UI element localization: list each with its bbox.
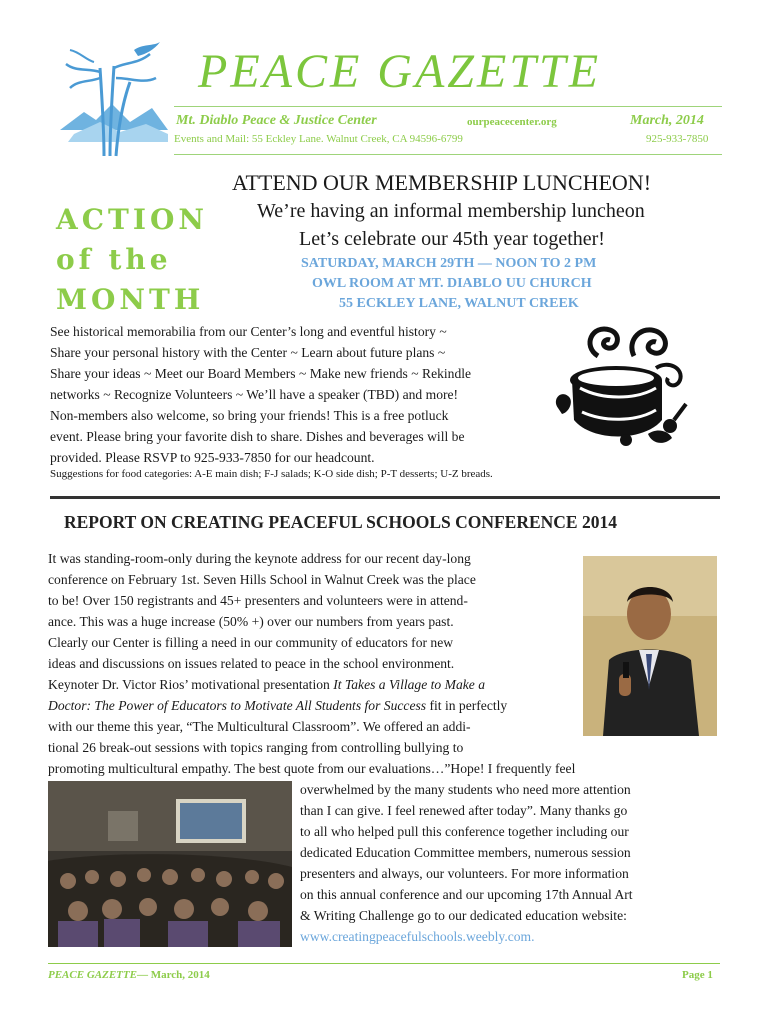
footer-left [48,969,210,981]
report-line: to all who helped pull this conference together including our [300,824,629,839]
masthead-rule-top [174,106,722,107]
organization-name: Mt. Diablo Peace & Justice Center [176,113,377,128]
masthead-rule-bottom [174,154,722,155]
luncheon-intro: We’re having an informal membership luncheon [257,200,645,222]
footer-rule [48,963,720,964]
education-website-link[interactable]: www.creatingpeacefulschools.weebly.com. [300,929,535,944]
action-line-1: ACTION [56,203,208,236]
report-body [48,548,713,947]
peace-center-logo [50,38,170,158]
presentation-title-part-2: Doctor: The Power of Educators to Motivate All Students for Success [48,698,427,713]
luncheon-when: SATURDAY, MARCH 29TH — NOON TO 2 PM [301,256,597,271]
report-line-presentation [48,695,713,716]
luncheon-body-line: Share your ideas ~ Meet our Board Members ~ Make new friends ~ Rekindle [50,366,472,381]
newsletter-title: PEACE GAZETTE [198,45,602,98]
luncheon-heading: ATTEND OUR MEMBERSHIP LUNCHEON! [232,170,652,195]
action-of-the-month [56,200,208,320]
report-keynote-text: Keynoter Dr. Victor Rios’ motivational presentation [48,677,334,692]
phone-number: 925-933-7850 [646,133,709,145]
luncheon-celebrate: Let’s celebrate our 45th year together! [299,228,605,250]
issue-date: March, 2014 [630,113,704,128]
report-line: & Writing Challenge go to our dedicated education website: [300,908,627,923]
luncheon-address: 55 ECKLEY LANE, WALNUT CREEK [339,296,579,311]
luncheon-body-line: provided. Please RSVP to 925-933-7850 for our headcount. [50,450,375,465]
mailing-address: Events and Mail: 55 Eckley Lane. Walnut Creek, CA 94596-6799 [174,133,463,145]
report-line: tional 26 break-out sessions with topics ranging from controlling bullying to [48,740,464,755]
section-divider [50,496,720,499]
report-line: conference on February 1st. Seven Hills School in Walnut Creek was the place [48,572,476,587]
luncheon-body-line: event. Please bring your favorite dish to share. Dishes and beverages will be [50,429,465,444]
footer-date: — March, 2014 [136,969,210,981]
report-heading: REPORT ON CREATING PEACEFUL SCHOOLS CONFERENCE 2014 [64,512,617,532]
report-fit-text: fit in perfectly [426,698,508,713]
report-line: promoting multicultural empathy. The best quote from our evaluations…”Hope! I frequently feel [48,761,576,776]
report-line: Clearly our Center is filling a need in our community of educators for new [48,635,454,650]
action-line-2: of the [56,243,172,276]
luncheon-where: OWL ROOM AT MT. DIABLO UU CHURCH [312,276,592,291]
page-number: Page 1 [682,969,713,981]
report-line-keynote [48,674,713,695]
luncheon-body [50,321,570,468]
luncheon-body-line: Share your personal history with the Center ~ Learn about future plans ~ [50,345,446,360]
report-line: to be! Over 150 registrants and 45+ presenters and volunteers were in attend- [48,593,468,608]
report-line: ance. This was a huge increase (50% +) over our numbers from years past. [48,614,454,629]
report-line: overwhelmed by the many students who need more attention [300,782,631,797]
report-line: dedicated Education Committee members, numerous session [300,845,631,860]
luncheon-body-line: Non-members also welcome, so bring your friends! This is a free potluck [50,408,449,423]
report-line: It was standing-room-only during the keynote address for our recent day-long [48,551,471,566]
luncheon-body-line: networks ~ Recognize Volunteers ~ We’ll have a speaker (TBD) and more! [50,387,459,402]
food-suggestions: Suggestions for food categories: A-E main dish; F-J salads; K-O side dish; P-T desserts; U-Z breads. [50,468,493,480]
website: ourpeacecenter.org [467,116,557,128]
report-line: than I can give. I feel renewed after today”. Many thanks go [300,803,628,818]
footer-title: PEACE GAZETTE [48,969,137,981]
potluck-pot-illustration [552,316,692,456]
presentation-title-part-1: It Takes a Village to Make a [333,677,486,692]
luncheon-body-line: See historical memorabilia from our Center’s long and eventful history ~ [50,324,447,339]
action-line-3: MONTH [56,283,205,316]
report-line: on this annual conference and our upcoming 17th Annual Art [300,887,633,902]
report-line: presenters and always, our volunteers. For more information [300,866,629,881]
report-line: with our theme this year, “The Multicultural Classroom”. We offered an addi- [48,719,471,734]
report-line: ideas and discussions on issues related to peace in the school environment. [48,656,455,671]
